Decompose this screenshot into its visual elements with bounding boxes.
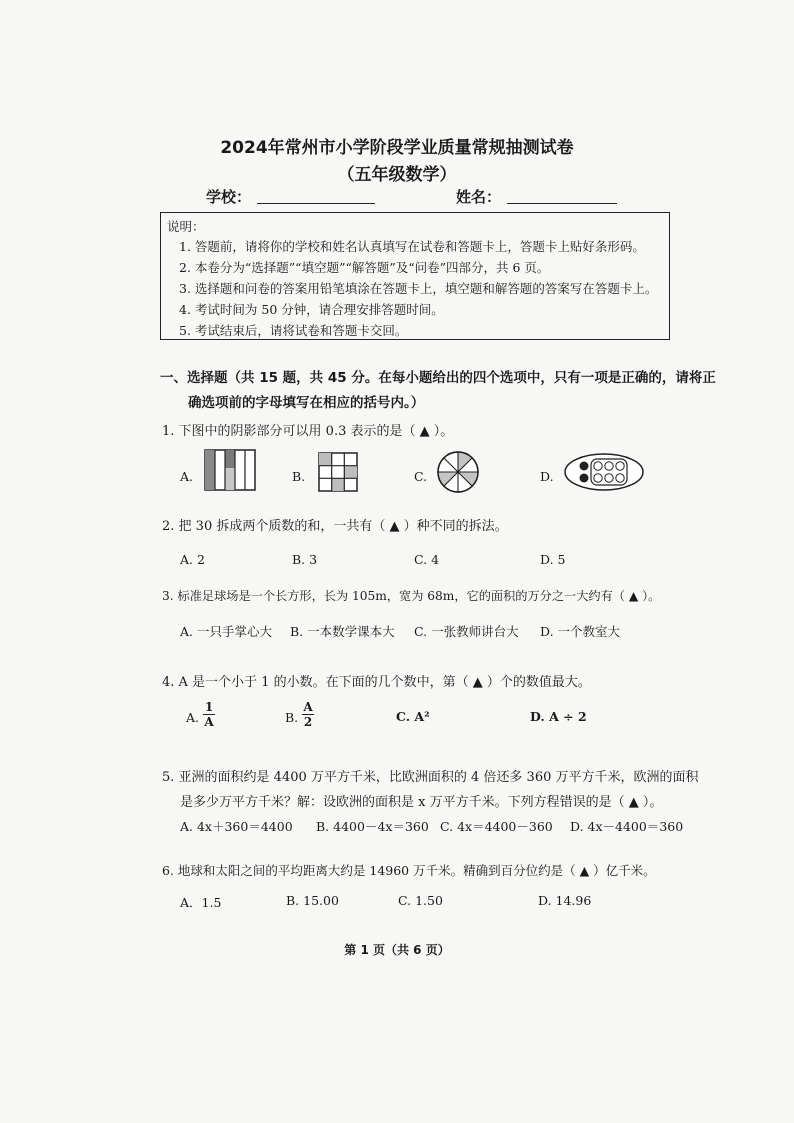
option-d: D. 一个教室大: [540, 624, 621, 639]
name-label: 姓名：: [456, 188, 502, 206]
instruction-item: 1. 答题前，请将你的学校和姓名认真填写在试卷和答题卡上，答题卡上贴好条形码。: [179, 239, 645, 254]
section-heading-cont: 确选项前的字母填写在相应的括号内。）: [188, 395, 425, 411]
name-blank: [507, 189, 617, 204]
option-c: C. 一张教师讲台大: [414, 624, 519, 639]
instructions-title: 说明：: [167, 219, 205, 234]
option-d: D. 4x－4400＝360: [570, 819, 684, 834]
fraction-denominator: 2: [303, 715, 313, 729]
option-c: C. A²: [396, 709, 430, 724]
circle-sectors-figure: [436, 450, 480, 494]
question-3: 3. 标准足球场是一个长方形，长为 105m，宽为 68m，它的面积的万分之一大约有（ ▲ ）。: [162, 589, 661, 603]
grid-figure: [318, 452, 358, 492]
section-heading: 一、选择题（共 15 题，共 45 分。在每小题给出的四个选项中，只有一项是正确的，请将正: [160, 370, 716, 386]
option-a: A. 4x＋360＝4400: [180, 819, 293, 834]
option-a: A.: [180, 469, 194, 484]
fraction-numerator: A: [303, 700, 313, 714]
exam-title: 2024年常州市小学阶段学业质量常规抽测试卷: [220, 138, 574, 158]
option-a: A. 2: [180, 552, 205, 567]
question-5-cont: 是多少万平方千米？解：设欧洲的面积是 x 万平方千米。下列方程错误的是（ ▲ ）。: [180, 795, 663, 810]
question-4: 4. A 是一个小于 1 的小数。在下面的几个数中，第（ ▲ ）个的数值最大。: [162, 675, 591, 690]
instructions-box: [160, 212, 670, 340]
option-b: B. 15.00: [286, 893, 339, 908]
option-b: B. 4400－4x＝360: [316, 819, 429, 834]
option-a: A. 一只手掌心大: [180, 624, 272, 639]
question-2: 2. 把 30 拆成两个质数的和，一共有（ ▲ ）种不同的拆法。: [162, 519, 508, 534]
question-6: 6. 地球和太阳之间的平均距离大约是 14960 万千米。精确到百分位约是（ ▲ ）亿千米。: [162, 863, 656, 878]
instruction-item: 2. 本卷分为“选择题”“填空题”“解答题”及“问卷”四部分，共 6 页。: [179, 260, 550, 275]
option-c: C.: [414, 469, 428, 484]
option-a: A.: [186, 710, 200, 725]
instruction-item: 5. 考试结束后，请将试卷和答题卡交回。: [179, 323, 408, 338]
fraction-one-over-a: [203, 700, 215, 729]
page-footer: 第 1 页（共 6 页）: [344, 943, 450, 957]
option-d: D. 14.96: [538, 893, 592, 908]
option-b: B. 3: [292, 552, 318, 567]
dot-set-figure: [563, 452, 645, 492]
exam-subtitle: （五年级数学）: [337, 165, 457, 185]
question-5: 5. 亚洲的面积约是 4400 万平方千米，比欧洲面积的 4 倍还多 360 万平方千米，欧洲的面积: [162, 770, 699, 785]
option-b: B.: [292, 469, 306, 484]
instruction-item: 4. 考试时间为 50 分钟，请合理安排答题时间。: [179, 302, 444, 317]
question-1: 1. 下图中的阴影部分可以用 0.3 表示的是（ ▲ ）。: [162, 424, 454, 439]
name-field: [456, 186, 617, 207]
school-label: 学校：: [206, 188, 252, 206]
fraction-a-over-two: [302, 700, 314, 729]
option-c: C. 4x＝4400－360: [440, 819, 553, 834]
option-c: C. 1.50: [398, 893, 443, 908]
option-d: D. A ÷ 2: [530, 709, 587, 724]
school-field: [206, 186, 375, 207]
option-b: B.: [285, 710, 299, 725]
option-c: C. 4: [414, 552, 440, 567]
fraction-denominator: A: [204, 715, 214, 729]
instruction-item: 3. 选择题和问卷的答案用铅笔填涂在答题卡上，填空题和解答题的答案写在答题卡上。: [179, 281, 658, 296]
fraction-numerator: 1: [204, 700, 214, 714]
school-blank: [257, 189, 375, 204]
option-a: A．1.5: [180, 895, 222, 910]
option-d: D. 5: [540, 552, 566, 567]
option-b: B. 一本数学课本大: [290, 624, 395, 639]
fraction-bars-figure: [204, 449, 256, 491]
option-d: D.: [540, 469, 554, 484]
